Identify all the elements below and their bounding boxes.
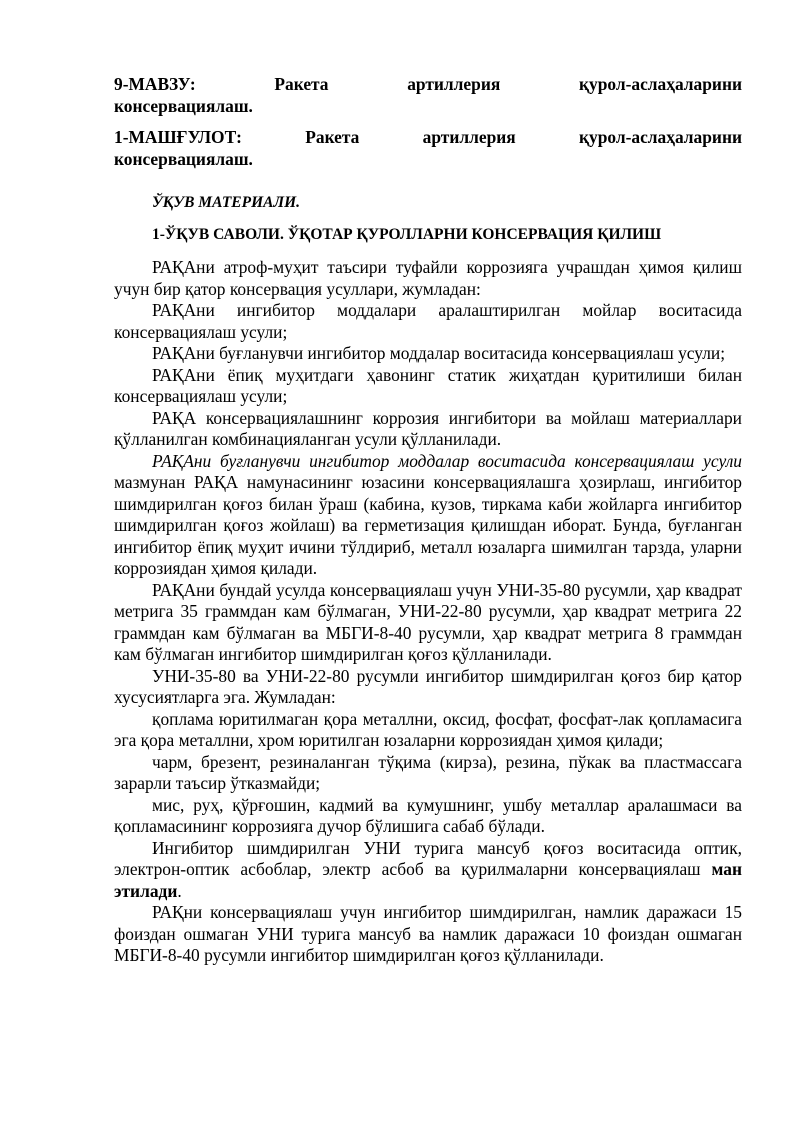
topic-heading xyxy=(114,74,742,117)
paragraph: РАҚАни ёпиқ муҳитдаги ҳавонинг статик жиҳатдан қуритилиши билан консервациялаш усули; xyxy=(114,364,742,406)
paragraph: РАҚА консервациялашнинг коррозия ингибитори ва мойлаш материаллари қўлланилган комбинацияланган усули қўлланилади. xyxy=(114,407,742,449)
paragraph xyxy=(114,838,742,903)
paragraph: УНИ-35-80 ва УНИ-22-80 русумли ингибитор шимдирилган қоғоз бир қатор хусусиятларга эга. Жумладан: xyxy=(114,665,742,707)
paragraph-text: Ингибитор шимдирилган УНИ турига мансуб қоғоз воситасида оптик, электрон-оптик асбоблар, электр асбоб ва қурилмаларни консервациялаш xyxy=(114,837,742,879)
bold-warning: ман этилади xyxy=(114,859,742,901)
paragraph: РАҚАни атроф-муҳит таъсири туфайли коррозияга учрашдан ҳимоя қилиш учун бир қатор консервация усуллари, жумладан: xyxy=(114,257,742,299)
paragraph: РАҚни консервациялаш учун ингибитор шимдирилган, намлик даражаси 15 фоиздан ошмаган УНИ турига мансуб ва намлик даражаси 10 фоиздан ошмаган МБГИ-8-40 русумли ингибитор шимдирилган қоғоз қўлланилади. xyxy=(114,902,742,965)
topic-word: консервациялаш. xyxy=(114,95,253,116)
lesson-word: артиллерия xyxy=(422,127,516,147)
paragraph: мис, руҳ, қўрғошин, кадмий ва кумушнинг, ушбу металлар аралашмаси ва қопламасининг коррозияга дучор бўлишига сабаб бўлади. xyxy=(114,794,742,836)
paragraph: чарм, брезент, резиналанган тўқима (кирза), резина, пўкак ва пластмассага зарарли таъсир ўтказмайди; xyxy=(114,751,742,793)
paragraph-end: . xyxy=(177,880,182,901)
question-heading: 1-ЎҚУВ САВОЛИ. ЎҚОТАР ҚУРОЛЛАРНИ КОНСЕРВАЦИЯ ҚИЛИШ xyxy=(152,225,662,243)
lesson-word: Ракета xyxy=(305,127,360,147)
paragraph: қоплама юритилмаган қора металлни, оксид, фосфат, фосфат-лак қопламасига эга қора металлни, хром юритилган юзаларни коррозиядан ҳимоя қилади; xyxy=(114,708,742,750)
paragraph: РАҚАни ингибитор моддалари аралаштирилган мойлар воситасида консервациялаш усули; xyxy=(114,300,742,342)
topic-word: артиллерия xyxy=(407,74,501,94)
topic-word: қурол-аслаҳаларини xyxy=(578,74,742,94)
paragraph: РАҚАни бундай усулда консервациялаш учун УНИ-35-80 русумли, ҳар квадрат метрига 35 граммдан кам бўлмаган, УНИ-22-80 русумли, ҳар квадрат метрига 22 граммдан кам бўлмаган ва МБГИ-8-40 русумли, ҳар квадрат метрига 8 граммдан кам бўлмаган ингибитор шимдирилган қоғоз қўлланилади. xyxy=(114,579,742,664)
topic-number: 9-МАВЗУ: xyxy=(114,74,196,94)
lesson-number: 1-МАШҒУЛОТ: xyxy=(114,127,242,147)
lesson-heading xyxy=(114,127,742,170)
document-body xyxy=(114,74,742,967)
lesson-word: консервациялаш. xyxy=(114,148,253,169)
paragraph: РАҚАни буғланувчи ингибитор моддалар воситасида консервациялаш усули; xyxy=(152,343,726,363)
lesson-word: қурол-аслаҳаларини xyxy=(578,127,742,147)
paragraph xyxy=(114,451,742,580)
italic-term: РАҚАни буғланувчи ингибитор моддалар воситасида консервациялаш усули xyxy=(152,450,742,471)
study-material-label: ЎҚУВ МАТЕРИАЛИ. xyxy=(152,194,301,211)
paragraph-text: мазмунан РАҚА намунасининг юзасини консервациялашга ҳозирлаш, ингибитор шимдирилган қоғоз билан ўраш (кабина, кузов, тиркама каби жойларга ингибитор шимдирилган қоғоз жойлаш) ва герметизация қилишдан иборат. Бунда, буғланган ингибитор ёпиқ муҳит ичини тўлдириб, металл юзаларга шимилган тарзда, уларни коррозиядан ҳимоя қилади. xyxy=(114,472,742,578)
topic-word: Ракета xyxy=(274,74,329,94)
